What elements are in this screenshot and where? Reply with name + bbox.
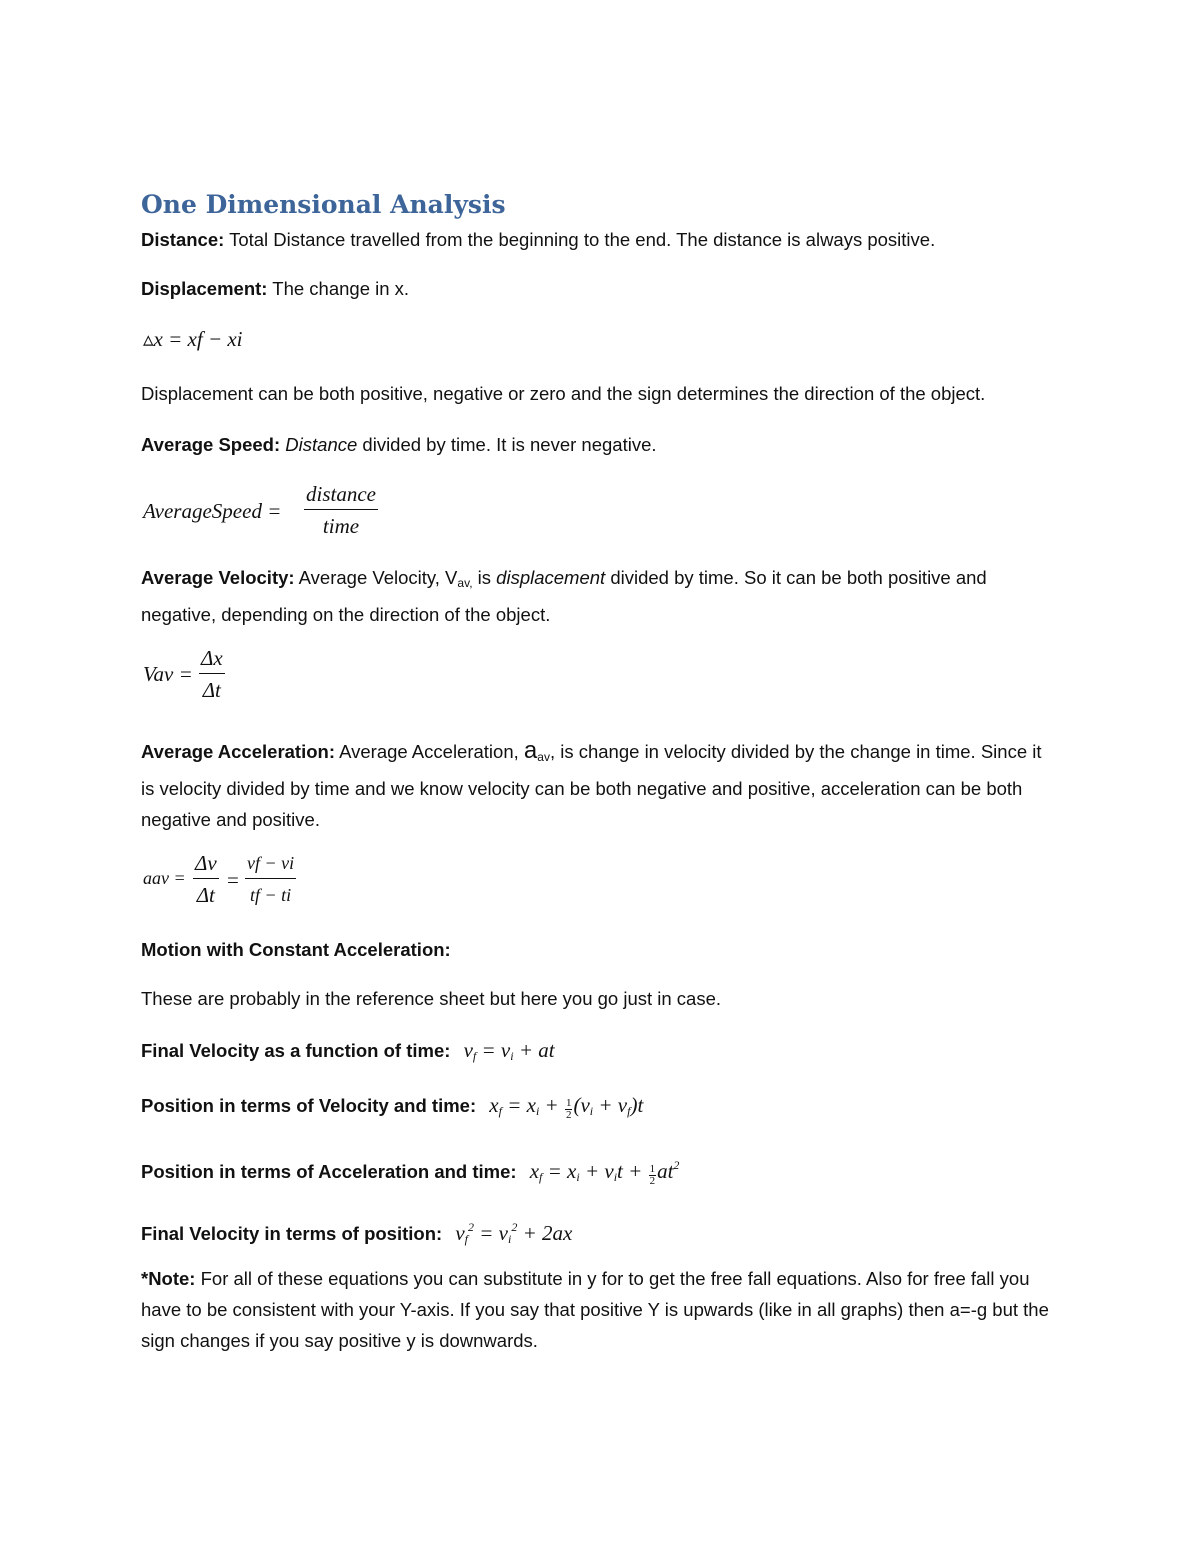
average-velocity-equation — [143, 661, 193, 687]
equation-formula: $x_f = x_i$ + $\frac{1}{2}$ $(v_i + v_f)t$ — [489, 1093, 644, 1121]
average-acceleration-denominator-1: Δt — [196, 883, 215, 907]
constant-acceleration-heading — [141, 939, 451, 961]
average-velocity-numerator: Δx — [199, 646, 225, 674]
average-acceleration-eq-lhs: aav = — [143, 868, 186, 888]
average-acceleration-equation — [143, 868, 186, 889]
equation-item — [141, 1154, 679, 1188]
displacement-text: The change in x. — [267, 278, 410, 299]
equation-label: Final Velocity as a function of time: — [141, 1040, 451, 1061]
page-title: One Dimensional Analysis — [141, 190, 506, 219]
equation-formula: $v_f = v_i$ + at — [463, 1038, 555, 1063]
average-velocity-label: Average Velocity: — [141, 567, 295, 588]
average-speed-eq-lhs: AverageSpeed = — [143, 499, 282, 523]
equation-item — [141, 1216, 572, 1250]
equation-formula: $x_f = x_i + v_it$ + $\frac{1}{2}$ $at^2$ — [529, 1158, 680, 1187]
note-label: *Note: — [141, 1268, 196, 1289]
displacement-note: Displacement can be both positive, negative or zero and the sign determines the direction of the object. — [141, 383, 986, 404]
average-velocity-italic: displacement — [496, 567, 606, 588]
average-acceleration-fraction-1 — [193, 851, 219, 907]
equation-label: Final Velocity in terms of position: — [141, 1223, 443, 1244]
displacement-label: Displacement: — [141, 278, 268, 299]
average-velocity-text-c: divided by time. So it can be both positive and negative, depending on the direction of the object. — [141, 567, 987, 625]
average-acceleration-equals — [227, 867, 239, 893]
displacement-formula: ▵x = xf − xi — [143, 327, 243, 351]
displacement-equation — [143, 326, 243, 352]
free-fall-note — [141, 1263, 1056, 1356]
constant-acceleration-intro: These are probably in the reference sheet but here you go just in case. — [141, 988, 722, 1009]
average-velocity-fraction — [199, 646, 225, 702]
average-speed-fraction — [304, 482, 378, 538]
average-acceleration-definition — [141, 735, 1056, 835]
average-speed-italic: Distance — [285, 434, 358, 455]
average-speed-definition — [141, 434, 657, 456]
average-speed-label: Average Speed: — [141, 434, 281, 455]
average-velocity-eq-lhs: Vav = — [143, 662, 193, 686]
average-acceleration-sub: av — [537, 750, 550, 764]
average-velocity-denominator: Δt — [202, 678, 221, 702]
equation-label: Position in terms of Acceleration and time: — [141, 1161, 517, 1182]
equation-item — [141, 1039, 555, 1067]
average-acceleration-fraction-2 — [245, 851, 296, 907]
average-acceleration-denominator-2: tf − ti — [249, 885, 292, 905]
distance-text: Total Distance travelled from the beginning to the end. The distance is always positive. — [224, 229, 936, 250]
distance-label: Distance: — [141, 229, 225, 250]
note-text: For all of these equations you can substitute in y for to get the free fall equations. Also for free fall you have to be consistent with your Y-axis. If you say that positive Y is upwards (like in all graphs) then a=-g but the sign changes if you say positive y is downwards. — [141, 1268, 1049, 1351]
average-acceleration-text-b: , is change in velocity divided by the change in time. Since it is velocity divided by time and we know velocity can be both negative and positive, acceleration can be both negative and positive. — [141, 741, 1042, 830]
average-acceleration-symbol: a — [523, 737, 538, 764]
average-acceleration-text-a: Average Acceleration, — [335, 741, 524, 762]
equation-formula: $v_f^2 = v_i^2 + 2ax$ — [455, 1220, 573, 1246]
equation-label: Position in terms of Velocity and time: — [141, 1095, 477, 1116]
distance-definition — [141, 229, 935, 251]
average-acceleration-mid: = — [227, 868, 239, 892]
average-acceleration-numerator-1: Δv — [193, 851, 219, 879]
average-velocity-text-b: is — [472, 567, 497, 588]
displacement-definition — [141, 278, 409, 300]
average-speed-denominator: time — [322, 514, 360, 538]
average-velocity-definition — [141, 562, 1056, 630]
average-acceleration-label: Average Acceleration: — [141, 741, 335, 762]
average-velocity-text-a: Average Velocity, V — [294, 567, 458, 588]
average-velocity-sub: av, — [457, 576, 473, 590]
average-acceleration-numerator-2: vf − vi — [245, 851, 296, 879]
average-speed-text: divided by time. It is never negative. — [357, 434, 657, 455]
constant-acceleration-heading-text: Motion with Constant Acceleration: — [141, 939, 451, 960]
equation-item — [141, 1094, 643, 1122]
average-speed-equation — [143, 498, 281, 524]
average-speed-numerator: distance — [304, 482, 378, 510]
